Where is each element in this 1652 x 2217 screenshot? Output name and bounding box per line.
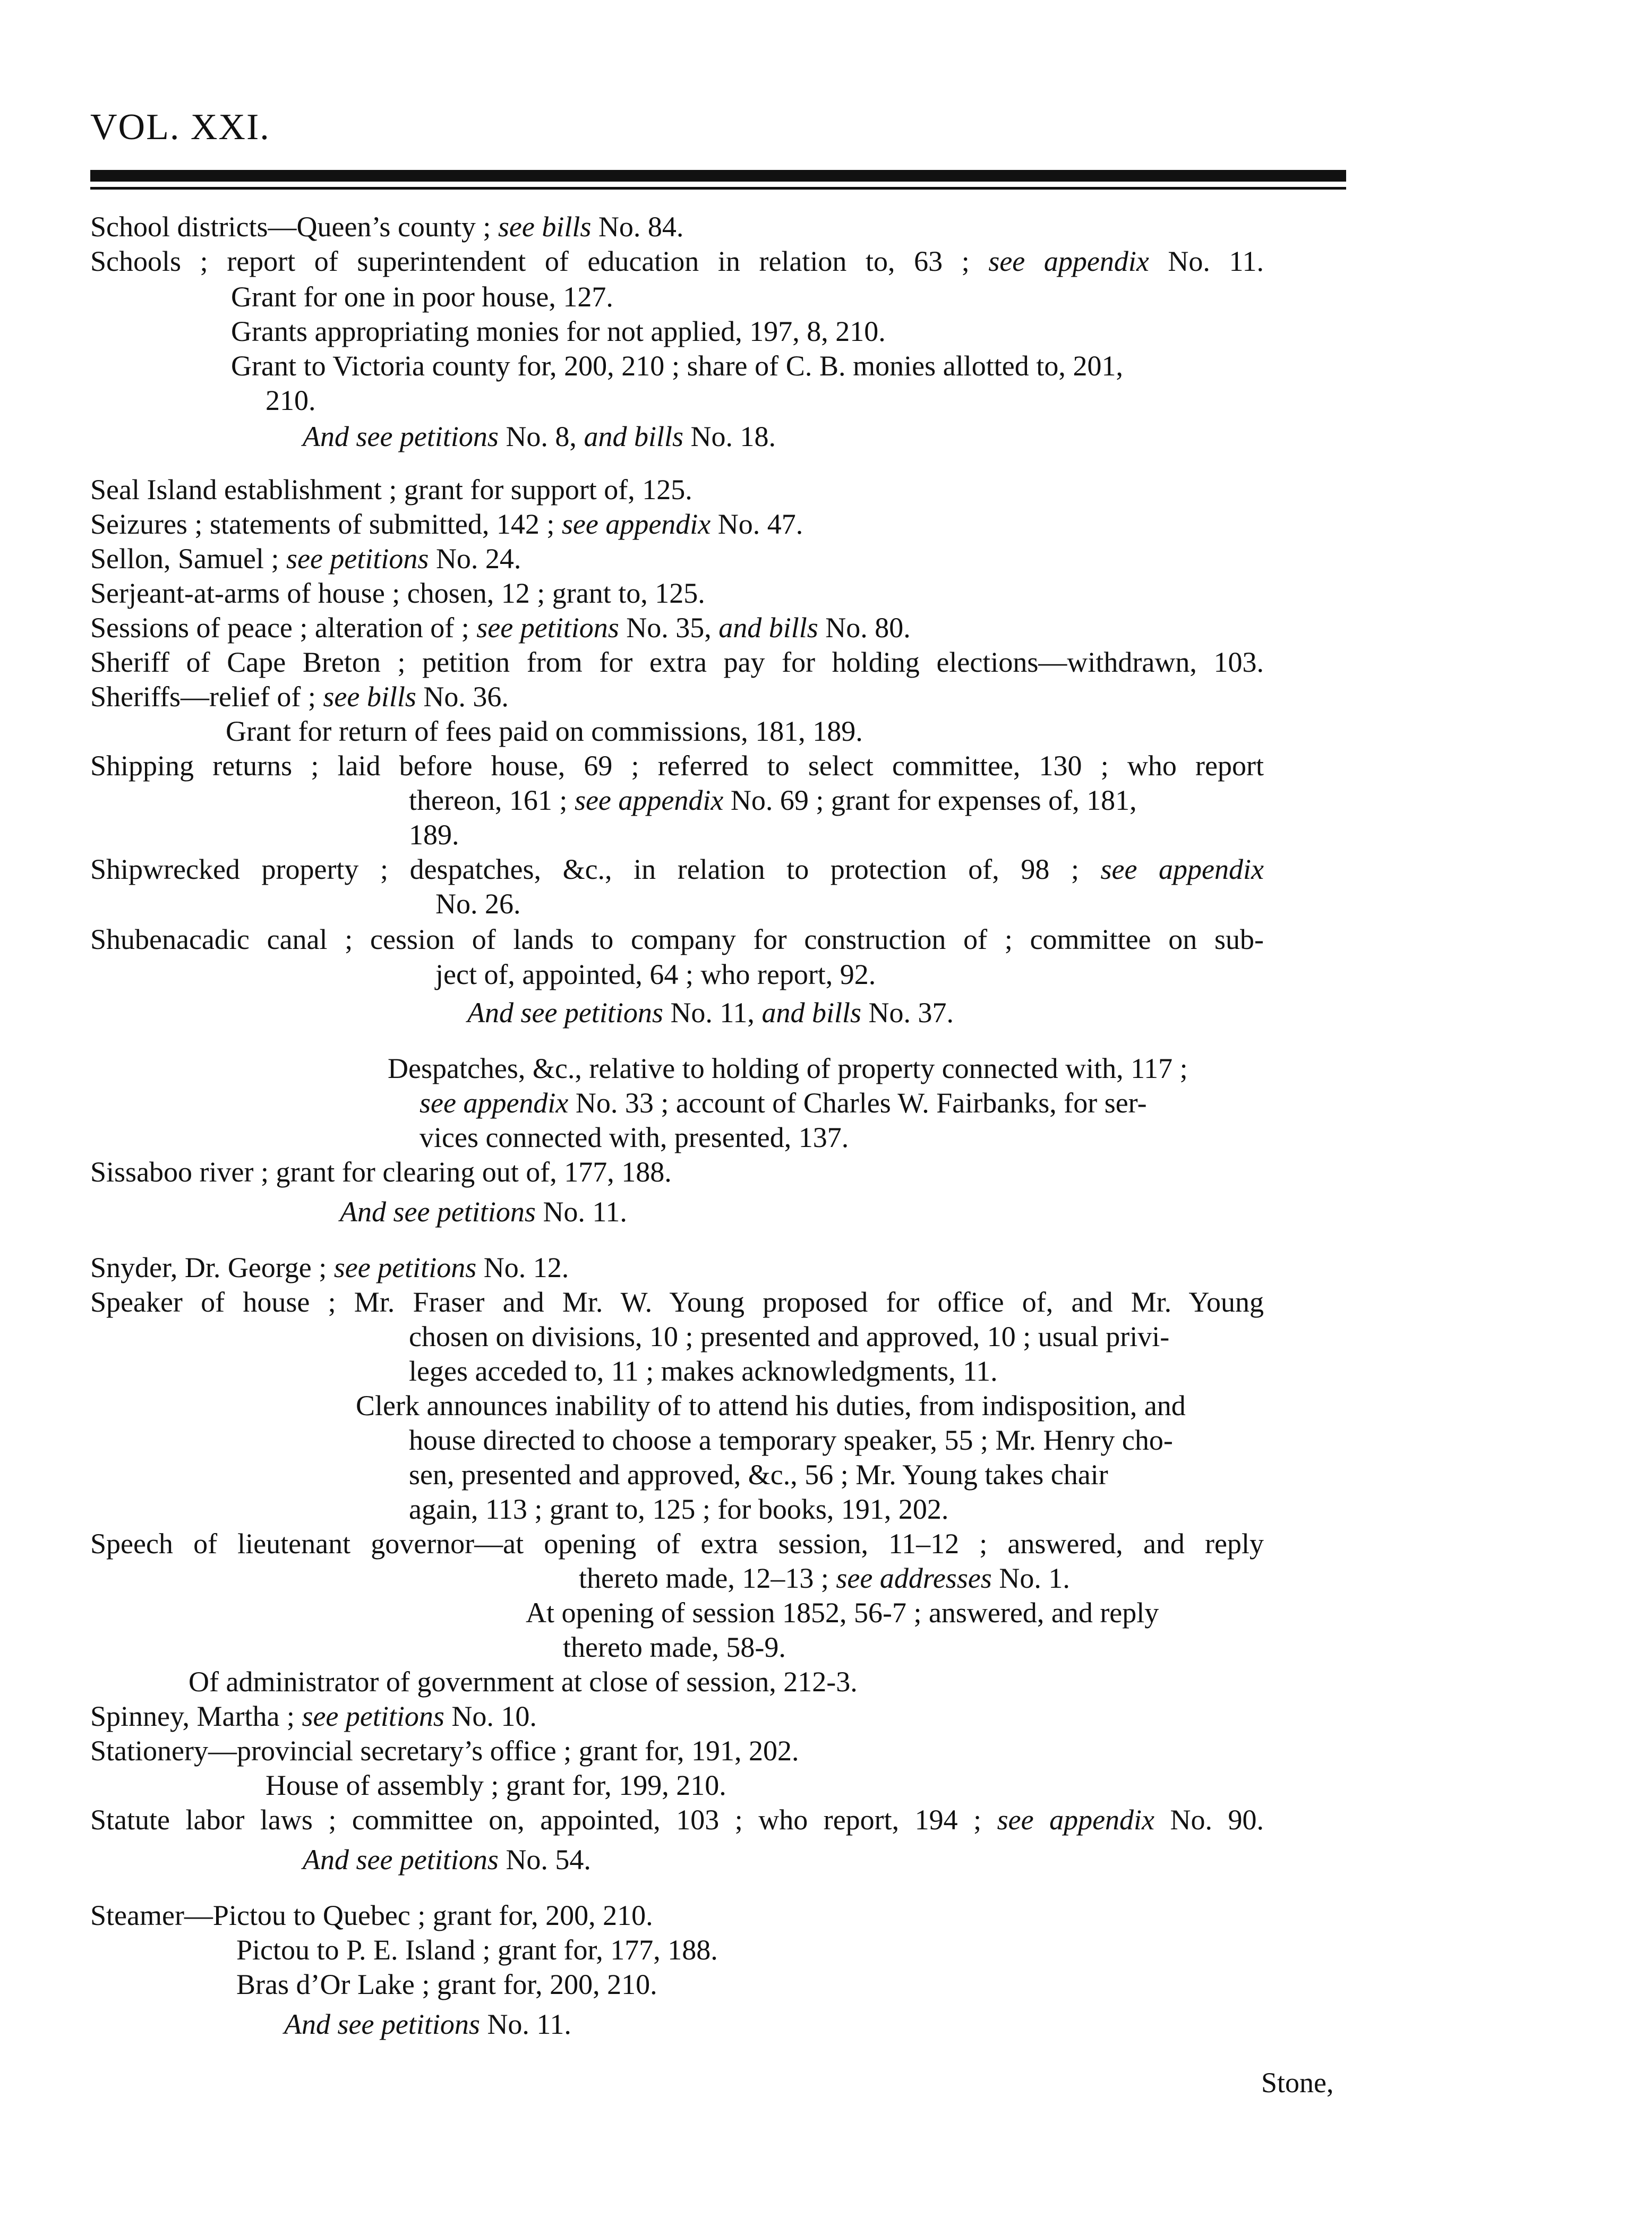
index-line: Grant for one in poor house, 127. <box>231 281 613 313</box>
index-line: House of assembly ; grant for, 199, 210. <box>266 1769 726 1801</box>
index-line: Spinney, Martha ; see petitions No. 10. <box>90 1700 537 1732</box>
index-line: Pictou to P. E. Island ; grant for, 177, 188. <box>236 1934 718 1966</box>
index-line: Sheriffs—relief of ; see bills No. 36. <box>90 681 509 713</box>
index-line: Statute labor laws ; committee on, appointed, 103 ; who report, 194 ; see appendix No. 90. <box>90 1804 1264 1836</box>
index-line: house directed to choose a temporary speaker, 55 ; Mr. Henry cho- <box>409 1424 1173 1456</box>
index-line: No. 26. <box>435 888 521 920</box>
index-line: Steamer—Pictou to Quebec ; grant for, 200, 210. <box>90 1899 653 1931</box>
index-line: And see petitions No. 8, and bills No. 18. <box>303 421 776 452</box>
index-line: At opening of session 1852, 56-7 ; answered, and reply <box>526 1597 1159 1629</box>
header-rule-thin <box>90 187 1346 190</box>
index-line: Speaker of house ; Mr. Fraser and Mr. W. Young proposed for office of, and Mr. Young <box>90 1286 1264 1318</box>
index-line: 210. <box>266 384 316 416</box>
index-line: Grant for return of fees paid on commissions, 181, 189. <box>226 715 863 747</box>
index-line: thereon, 161 ; see appendix No. 69 ; grant for expenses of, 181, <box>409 784 1137 816</box>
index-line: Serjeant-at-arms of house ; chosen, 12 ; grant to, 125. <box>90 577 705 609</box>
index-line: Clerk announces inability of to attend his duties, from indisposition, and <box>356 1390 1186 1422</box>
index-line: ject of, appointed, 64 ; who report, 92. <box>435 958 876 990</box>
index-line: Despatches, &c., relative to holding of property connected with, 117 ; <box>388 1052 1188 1084</box>
index-line: Speech of lieutenant governor—at opening of extra session, 11–12 ; answered, and reply <box>90 1528 1264 1560</box>
index-line: Shubenacadic canal ; cession of lands to company for construction of ; committee on sub- <box>90 923 1264 955</box>
index-line: Grants appropriating monies for not applied, 197, 8, 210. <box>231 315 886 347</box>
index-line: And see petitions No. 11. <box>284 2008 571 2040</box>
index-line: Of administrator of government at close of session, 212-3. <box>189 1666 858 1698</box>
index-line: Schools ; report of superintendent of education in relation to, 63 ; see appendix No. 11. <box>90 245 1264 277</box>
index-line: Sissaboo river ; grant for clearing out of, 177, 188. <box>90 1156 672 1188</box>
index-line: Sheriff of Cape Breton ; petition from for extra pay for holding elections—withdrawn, 103. <box>90 646 1264 678</box>
index-line: Shipwrecked property ; despatches, &c., in relation to protection of, 98 ; see appendix <box>90 853 1264 885</box>
index-line: Seal Island establishment ; grant for support of, 125. <box>90 474 692 506</box>
index-line: Seizures ; statements of submitted, 142 ; see appendix No. 47. <box>90 508 803 540</box>
index-line: see appendix No. 33 ; account of Charles W. Fairbanks, for ser- <box>420 1087 1147 1119</box>
index-line: sen, presented and approved, &c., 56 ; Mr. Young takes chair <box>409 1459 1108 1491</box>
index-line: Snyder, Dr. George ; see petitions No. 12. <box>90 1252 569 1283</box>
index-line: thereto made, 12–13 ; see addresses No. 1. <box>579 1562 1070 1594</box>
index-line: leges acceded to, 11 ; makes acknowledgments, 11. <box>409 1355 998 1387</box>
index-line: Sellon, Samuel ; see petitions No. 24. <box>90 543 521 575</box>
index-line: School districts—Queen’s county ; see bills No. 84. <box>90 211 684 243</box>
index-line: again, 113 ; grant to, 125 ; for books, 191, 202. <box>409 1493 949 1525</box>
header-rule-thick <box>90 170 1346 182</box>
index-line: Grant to Victoria county for, 200, 210 ; share of C. B. monies allotted to, 201, <box>231 350 1123 382</box>
index-line: Shipping returns ; laid before house, 69 ; referred to select committee, 130 ; who report <box>90 750 1264 782</box>
index-line: And see petitions No. 11, and bills No. 37. <box>467 997 954 1029</box>
index-line: And see petitions No. 54. <box>303 1844 591 1876</box>
index-line: Stone, <box>1261 2067 1334 2099</box>
volume-header: VOL. XXI. <box>90 107 270 148</box>
index-line: vices connected with, presented, 137. <box>420 1122 849 1153</box>
index-line: 189. <box>409 819 459 851</box>
index-line: Sessions of peace ; alteration of ; see petitions No. 35, and bills No. 80. <box>90 612 911 644</box>
index-line: thereto made, 58-9. <box>563 1631 786 1663</box>
index-line: And see petitions No. 11. <box>340 1196 627 1228</box>
index-line: Stationery—provincial secretary’s office ; grant for, 191, 202. <box>90 1735 799 1767</box>
index-line: chosen on divisions, 10 ; presented and approved, 10 ; usual privi- <box>409 1321 1170 1353</box>
index-line: Bras d’Or Lake ; grant for, 200, 210. <box>236 1968 657 2000</box>
